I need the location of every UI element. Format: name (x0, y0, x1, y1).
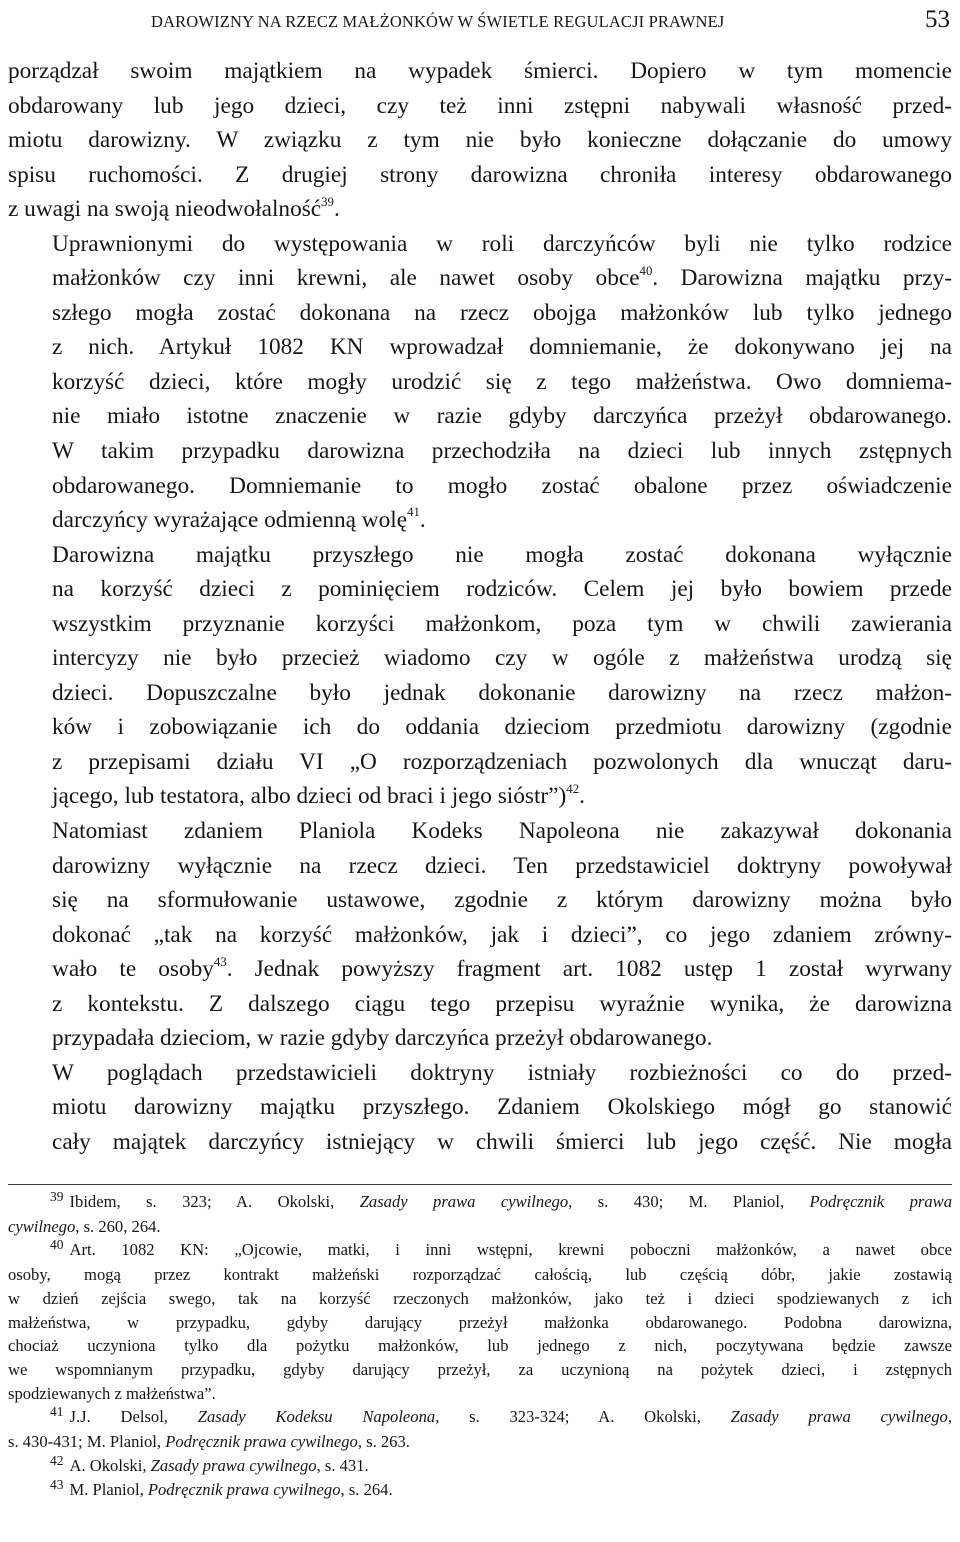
footnote-title: Zasady Kodeksu Napoleona (197, 1407, 436, 1427)
footnote-ref-40[interactable]: 40 (639, 263, 653, 278)
footnote-title: cywilnego (8, 1216, 76, 1236)
footnote-line: małżeństwa, w przypadku, gdyby darujący przeżył małżonka obdarowanego. Podobna darowizna, (8, 1312, 952, 1332)
footnote-line (8, 1238, 952, 1263)
running-title: DAROWIZNY NA RZECZ MAŁŻONKÓW W ŚWIETLE REGULACJI PRAWNEJ (151, 12, 725, 31)
footnote-line (8, 1190, 952, 1215)
document-page (8, 0, 952, 1542)
text-line (8, 192, 952, 227)
text-line (8, 779, 952, 814)
text-segment: . (579, 783, 585, 810)
text-line: miotu darowizny. W związku z tym nie było konieczne dołączanie do umowy (8, 127, 952, 154)
text-segment: wało te osoby (52, 956, 214, 983)
text-line: obdarowany lub jego dzieci, czy też inni zstępni nabywali własność przed- (8, 92, 952, 119)
footnote-42 (8, 1454, 952, 1479)
footnote-line: we wspomnianym przypadku, gdyby darujący przeżył, za uczynioną na pożytek dzieci, i zstępnych (8, 1359, 952, 1379)
text-segment: jącego, lub testatora, albo dzieci od braci i jego sióstr”) (52, 783, 567, 810)
text-line: Darowizna majątku przyszłego nie mogła zostać dokonana wyłącznie (52, 541, 952, 568)
text-line: szłego mogła zostać dokonana na rzecz obojga małżonków lub tylko jednego (52, 299, 952, 326)
footnote-separator (8, 1184, 952, 1185)
text-line: się na sformułowanie ustawowe, zgodnie z którym darowizny można było (52, 887, 952, 914)
footnote-text: , (947, 1407, 952, 1427)
footnote-title: Zasady prawa cywilnego (359, 1192, 569, 1211)
text-line: dzieci. Dopuszczalne było jednak dokonanie darowizny na rzecz małżon- (52, 679, 952, 706)
footnote-text: Art. 1082 KN: „Ojcowie, matki, i inni wstępni, krewni poboczni małżonków, a nawet obce (69, 1240, 952, 1260)
footnote-ref-42[interactable]: 42 (566, 781, 580, 796)
main-text (8, 54, 952, 1160)
text-line: z przepisami działu VI „O rozporządzeniach pozwolonych dla wnucząt daru- (52, 748, 952, 775)
footnote-title: Zasady prawa cywilnego (730, 1407, 948, 1427)
footnote-text: , s. 430; M. Planiol, (568, 1192, 810, 1211)
footnote-line (8, 1454, 952, 1479)
footnote-41 (8, 1405, 952, 1453)
text-segment: darczyńcy wyrażające odmienną wolę (52, 507, 408, 534)
footnote-text: J.J. Delsol, (69, 1407, 198, 1427)
footnote-text: , s. 264. (340, 1480, 393, 1500)
footnote-40 (8, 1238, 952, 1405)
text-line: spisu ruchomości. Z drugiej strony darowizna chroniła interesy obdarowanego (8, 161, 952, 188)
footnote-line (8, 1215, 952, 1239)
footnote-line: spodziewanych z małżeństwa”. (8, 1383, 216, 1403)
footnote-line (8, 1405, 952, 1430)
footnote-text: , s. 323-324; A. Okolski, (435, 1407, 731, 1427)
footnotes (8, 1190, 952, 1503)
text-line: korzyść dzieci, które mogły urodzić się z tego małżeństwa. Owo domniema- (52, 368, 952, 395)
text-line: miotu darowizny majątku przyszłego. Zdaniem Okolskiego mógł go stanowić (52, 1094, 952, 1121)
footnote-text: Ibidem, s. 323; A. Okolski, (69, 1192, 360, 1211)
text-line (8, 261, 952, 296)
footnote-number: 43 (50, 1477, 64, 1493)
footnote-line (8, 1430, 952, 1454)
text-line: intercyzy nie było przecież wiadomo czy w ogóle z małżeństwa urodzą się (52, 645, 952, 672)
text-line: dokonać „tak na korzyść małżonków, jak i dzieci”, co jego zdaniem zrówny- (52, 921, 952, 948)
footnote-43 (8, 1478, 952, 1503)
footnote-line: chociaż uczyniona tylko dla pożytku małżonków, lub jednego z nich, poczytywana będzie zawsze (8, 1336, 952, 1356)
footnote-text: , s. 260, 264. (75, 1216, 161, 1236)
footnote-line (8, 1478, 952, 1503)
footnote-number: 39 (50, 1189, 64, 1204)
text-line: z kontekstu. Z dalszego ciągu tego przepisu wyraźnie wynika, że darowizna (52, 990, 952, 1017)
text-line: W takim przypadku darowizna przechodziła na dzieci lub innych zstępnych (52, 438, 952, 465)
text-line: cały majątek darczyńcy istniejący w chwili śmierci lub jego część. Nie mogła (52, 1128, 952, 1155)
footnote-title: Podręcznik prawa cywilnego (147, 1480, 341, 1500)
text-line: W poglądach przedstawicieli doktryny istniały rozbieżności co do przed- (52, 1059, 952, 1086)
text-segment: . (333, 196, 340, 223)
text-line: darowizny wyłącznie na rzecz dzieci. Ten przedstawiciel doktryny powoływał (52, 852, 952, 879)
footnote-line: w dzień zejścia swego, tak na korzyść rzeczonych małżonków, jako też i dzieci spodziewanych z ich (8, 1288, 952, 1308)
text-segment: . Jednak powyższy fragment art. 1082 ustęp 1 został wyrwany (226, 956, 952, 983)
paragraph-5 (8, 1056, 952, 1160)
footnote-text: , s. 263. (357, 1432, 410, 1452)
text-segment: . Darowizna majątku przy- (652, 265, 952, 292)
paragraph-4 (8, 814, 952, 1056)
footnote-number: 40 (50, 1237, 64, 1253)
footnote-title: Zasady prawa cywilnego (150, 1455, 317, 1475)
text-line (8, 952, 952, 987)
text-line: nie miało istotne znaczenie w razie gdyby darczyńca przeżył obdarowanego. (52, 403, 952, 430)
footnote-title: Podręcznik prawa cywilnego (165, 1432, 358, 1452)
text-line (8, 503, 952, 538)
footnote-ref-43[interactable]: 43 (213, 954, 227, 969)
footnote-ref-39[interactable]: 39 (321, 194, 334, 209)
text-line: obdarowanego. Domniemanie to mogło zostać obalone przez oświadczenie (52, 472, 952, 499)
text-line: ków i zobowiązanie ich do oddania dzieciom przedmiotu darowizny (zgodnie (52, 714, 952, 741)
footnote-number: 42 (50, 1452, 64, 1468)
footnote-text: s. 430-431; M. Planiol, (8, 1432, 166, 1452)
text-segment: małżonków czy inni krewni, ale nawet osoby obce (52, 265, 640, 292)
footnote-text: M. Planiol, (69, 1480, 148, 1500)
footnote-text: , s. 431. (316, 1455, 369, 1475)
page-number: 53 (925, 6, 950, 33)
text-line: Uprawnionymi do występowania w roli darczyńców byli nie tylko rodzice (52, 230, 952, 257)
footnote-line: osoby, mogą przez kontrakt małżeński rozporządzać całością, lub częścią dóbr, jakie zostawią (8, 1265, 952, 1285)
paragraph-2 (8, 227, 952, 538)
text-segment: z uwagi na swoją nieodwołalność (8, 196, 322, 223)
footnote-39 (8, 1190, 952, 1238)
text-line: na korzyść dzieci z pominięciem rodziców. Celem jej było bowiem przede (52, 576, 952, 603)
text-line: porządzał swoim majątkiem na wypadek śmierci. Dopiero w tym momencie (8, 58, 952, 84)
footnote-ref-41[interactable]: 41 (407, 505, 420, 520)
paragraph-3 (8, 538, 952, 814)
text-line: przypadała dzieciom, w razie gdyby darczyńca przeżył obdarowanego. (52, 1025, 713, 1052)
page-header (8, 6, 952, 32)
text-segment: . (419, 507, 426, 534)
text-line: Natomiast zdaniem Planiola Kodeks Napoleona nie zakazywał dokonania (52, 818, 952, 845)
text-line: wszystkim przyznanie korzyści małżonkom, poza tym w chwili zawierania (52, 610, 952, 637)
footnote-number: 41 (50, 1404, 64, 1420)
text-line: z nich. Artykuł 1082 KN wprowadzał domniemanie, że dokonywano jej na (52, 334, 952, 361)
footnote-title: Podręcznik prawa (809, 1192, 952, 1211)
footnote-text: A. Okolski, (69, 1455, 151, 1475)
paragraph-1 (8, 54, 952, 227)
